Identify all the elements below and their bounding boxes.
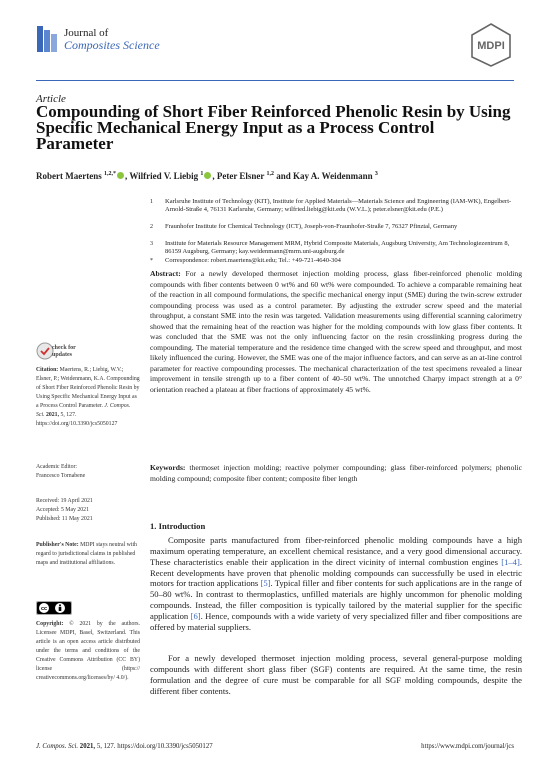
author-name[interactable]: , Peter Elsner (212, 171, 267, 181)
abstract-label: Abstract: (150, 269, 181, 278)
citation-year: 2021, (44, 412, 61, 418)
check-for-updates-line1: check for (52, 345, 76, 351)
author-affiliation-sup: 1,2 (266, 171, 274, 177)
author-affiliation-sup: 3 (374, 171, 378, 177)
keywords-label: Keywords: (150, 463, 186, 472)
citation-label: Citation: (36, 367, 59, 373)
check-for-updates[interactable] (52, 345, 76, 359)
accepted-date: Accepted: 5 May 2021 (36, 507, 89, 513)
publisher-note-text: MDPI stays neutral with regard to jurisdictional claims in published maps and institutional affiliations. (36, 542, 137, 566)
citation-link[interactable]: [1–4] (501, 556, 520, 567)
citation-block (36, 366, 140, 429)
journal-name-line1: Journal of (64, 27, 109, 39)
academic-editor-label: Academic Editor: (36, 464, 78, 470)
received-date: Received: 19 April 2021 (36, 498, 93, 504)
affiliation-text: Karlsruhe Institute of Technology (KIT), Institute for Applied Materials—Materials Science and Engineering (IAM-WK), Engelbert-Arnold-Straße 4, 76131 Karlsruhe, Germany; wilfried.liebig@kit.edu (W.V.L.); peter.elsner@kit.edu (P.E.) (165, 198, 512, 214)
abstract-text: For a newly developed thermoset injection molding process, glass fiber-reinforced phenolic molding compounds with fiber contents between 0 wt% and 60 wt% were compounded. To achieve a comparable remaining heat of the reaction in all compound formulations, the specific mechanical energy input (SME) during the twin-screw extruder compounding process was used as a control parameter. By adjusting the extruder screw speed and the material throughput, a constant SME into the resin was targeted. Validation measurements using differential scanning calorimetry showed that the remaining heat of the reaction was higher for the molding compounds with low glass fiber contents. It was concluded that the SME was not the only influencing factor on the resin crosslinking progress during the compounding. The material temperature and the residence time changed with the screw speed and throughput, and most likely influenced the curing. However, the SME was one of the major influence factors, and can serve as an at-line control parameter for reactive compounding processes. The mechanical characterization of the test specimens revealed a linear improvement in tensile strength up to a fiber content of 40–50 wt%. The unnotched Charpy impact strength at a 0° orientation reached a plateau at fiber fractions of approximately 45 wt%. (150, 269, 522, 394)
journal-logo-icon (36, 24, 58, 54)
academic-editor-name: Francesco Tornabene (36, 473, 86, 479)
footer-journal-url[interactable]: https://www.mdpi.com/journal/jcs (421, 743, 514, 750)
author-affiliation-sup: 1,2,* (103, 171, 116, 177)
dates-block (36, 497, 140, 524)
affiliation-number: * (150, 258, 153, 264)
header-rule (36, 80, 514, 81)
intro-paragraph-1 (150, 535, 522, 633)
section-title: 1. Introduction (150, 521, 206, 531)
footer-journal: J. Compos. Sci. (36, 743, 79, 750)
body-text: Composite parts manufactured from fiber-reinforced phenolic molding compounds have a high maximum operating temperature, an excellent chemical resistance, and a very good dimensional accuracy. These characteristics enable their application in the direct vicinity of internal combustion engines (150, 535, 522, 567)
journal-name[interactable] (64, 27, 160, 51)
affiliation-text: Institute for Materials Resource Management MRM, Hybrid Composite Materials, Augsburg University, Am Technologiezentrum 8, 86159 Augsburg, Germany; kay.weidenmann@mrm.uni-augsburg.de (165, 240, 510, 256)
mdpi-logo-text: MDPI (477, 40, 505, 52)
mdpi-logo-icon[interactable] (468, 22, 514, 68)
footer-year: 2021, (78, 743, 97, 750)
check-for-updates-line2: updates (52, 352, 73, 358)
footer-doi[interactable]: 5, 127. https://doi.org/10.3390/jcs5050127 (96, 743, 213, 750)
article-type: Article (36, 93, 66, 105)
affiliation-number: 1 (150, 199, 153, 205)
keywords (150, 463, 522, 484)
body-text: . Typical filler and fiber contents for such applications are in the range of 50–80 wt%. In contrast to thermoplastics, unfilled materials are highly uncommon for phenolic molding compounds. Instead, the filler composition is typically tailored by the material supplier for the specific application (150, 578, 522, 621)
affiliation-text: Fraunhofer Institute for Chemical Technology (ICT), Joseph-von-Fraunhofer-Straße 7, 76327 Pfinztal, Germany (165, 223, 458, 230)
body-text: . Recent developments have proven that phenolic molding compounds can successfully be used in electric motors for traction applications (150, 556, 522, 589)
citation-text: Maertens, R.; Liebig, W.V.; Elsner, P.; Weidenmann, K.A. Compounding of Short Fiber Reinforced Phenolic Resin by Using Specific Mechanical Energy Input as a Process Control Parameter. (36, 367, 140, 409)
abstract (150, 269, 522, 395)
author-name[interactable]: and Kay A. Weidenmann (274, 171, 375, 181)
academic-editor-block (36, 463, 140, 481)
copyright-text: © 2021 by the authors. Licensee MDPI, Basel, Switzerland. This article is an open access article distributed under the terms and conditions of the Creative Commons Attribution (CC BY) license (https:// creativecommons.org/licenses/by/ 4.0/). (36, 621, 140, 681)
keywords-text: thermoset injection molding; reactive polymer compounding; glass fiber-reinforced polymers; phenolic molding compound; composite fiber content; composite fiber length (150, 463, 522, 483)
copyright-block (36, 620, 140, 683)
citation-link[interactable]: [5] (260, 578, 271, 589)
author-list (36, 171, 514, 181)
copyright-label: Copyright: (36, 621, 64, 627)
journal-name-line2: Composites Science (64, 38, 160, 52)
citation-link[interactable]: [6] (190, 610, 201, 621)
citation-journal: J. Compos. Sci. (36, 403, 131, 418)
citation-doi[interactable]: 5, 127. https://doi.org/10.3390/jcs5050127 (36, 412, 118, 427)
correspondence-text[interactable]: Correspondence: robert.maertens@kit.edu; Tel.: +49-721-4640-304 (165, 257, 341, 264)
publisher-note (36, 541, 140, 568)
cc-badge-text: cc (40, 606, 48, 612)
published-date: Published: 11 May 2021 (36, 516, 93, 522)
affiliation-number: 2 (150, 224, 153, 230)
author-name[interactable]: , Wilfried V. Liebig (124, 171, 201, 181)
page-title: Compounding of Short Fiber Reinforced Phenolic Resin by Using Specific Mechanical Energy Input as a Process Control Parameter (36, 102, 511, 153)
orcid-icon[interactable] (117, 172, 124, 179)
publisher-note-label: Publisher's Note: (36, 542, 79, 548)
intro-paragraph-2: For a newly developed thermoset injection molding process, several general-purpose molding compounds with different short glass fiber (SGF) contents are required. At the same time, the resin formulation and the degree of cure must be comparable for all SGF molding compounds, despite the different fiber contents. (150, 653, 522, 696)
body-text: . Hence, compounds with a wide variety of very specialized filler and fiber compositions are offered by material suppliers. (150, 610, 522, 632)
author-affiliation-sup: 1 (200, 171, 204, 177)
footer-citation (36, 743, 213, 750)
author-name[interactable]: Robert Maertens (36, 171, 104, 181)
affiliation-number: 3 (150, 241, 153, 247)
cc-by-license-icon[interactable] (36, 601, 72, 615)
orcid-icon[interactable] (204, 172, 211, 179)
